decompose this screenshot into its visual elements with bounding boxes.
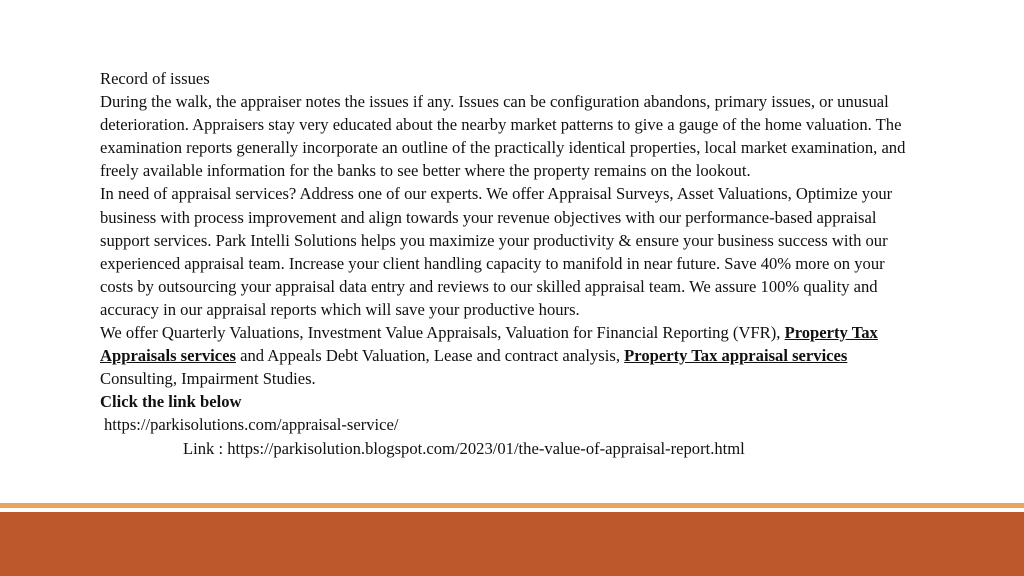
offerings-text-3: Consulting, Impairment Studies. (100, 369, 316, 389)
heading: Record of issues (100, 69, 210, 88)
appraisal-service-url[interactable]: https://parkisolutions.com/appraisal-service/ (104, 415, 399, 435)
offerings-text-1: We offer Quarterly Valuations, Investment Value Appraisals, Valuation for Financial Reporting (VFR), (100, 323, 785, 343)
slide-body (100, 67, 920, 460)
property-tax-appraisal-services-link[interactable]: Property Tax appraisal services (624, 346, 848, 366)
cta-text: Click the link below (100, 392, 242, 412)
blog-link-url[interactable]: Link : https://parkisolution.blogspot.com/2023/01/the-value-of-appraisal-report.html (183, 438, 745, 458)
paragraph-offerings (100, 321, 920, 390)
property-tax-appraisals-link[interactable]: Property Tax Appraisals services (100, 323, 878, 366)
footer-accent-line (0, 503, 1024, 508)
paragraph-services: In need of appraisal services? Address one of our experts. We offer Appraisal Surveys, Asset Valuations, Optimize your business with process improvement and align towards your revenue objectives with our performance-based appraisal support services. Park Intelli Solutions helps you maximize your productivity & ensure your business success with our experienced appraisal team. Increase your client handling capacity to manifold in near future. Save 40% more on your costs by outsourcing your appraisal data entry and reviews to our skilled appraisal team. We assure 100% quality and accuracy in our appraisal reports which will save your productive hours. (100, 184, 893, 319)
offerings-text-2: and Appeals Debt Valuation, Lease and contract analysis, (235, 346, 625, 366)
paragraph-walkthrough: During the walk, the appraiser notes the issues if any. Issues can be configuration abandons, primary issues, or unusual deterioration. Appraisers stay very educated about the nearby market patterns to give a gauge of the home valuation. The examination reports generally incorporate an outline of the practically identical properties, local market examination, and freely available information for the banks to see better where the property remains on the lookout. (100, 92, 906, 181)
footer-bar (0, 512, 1024, 576)
